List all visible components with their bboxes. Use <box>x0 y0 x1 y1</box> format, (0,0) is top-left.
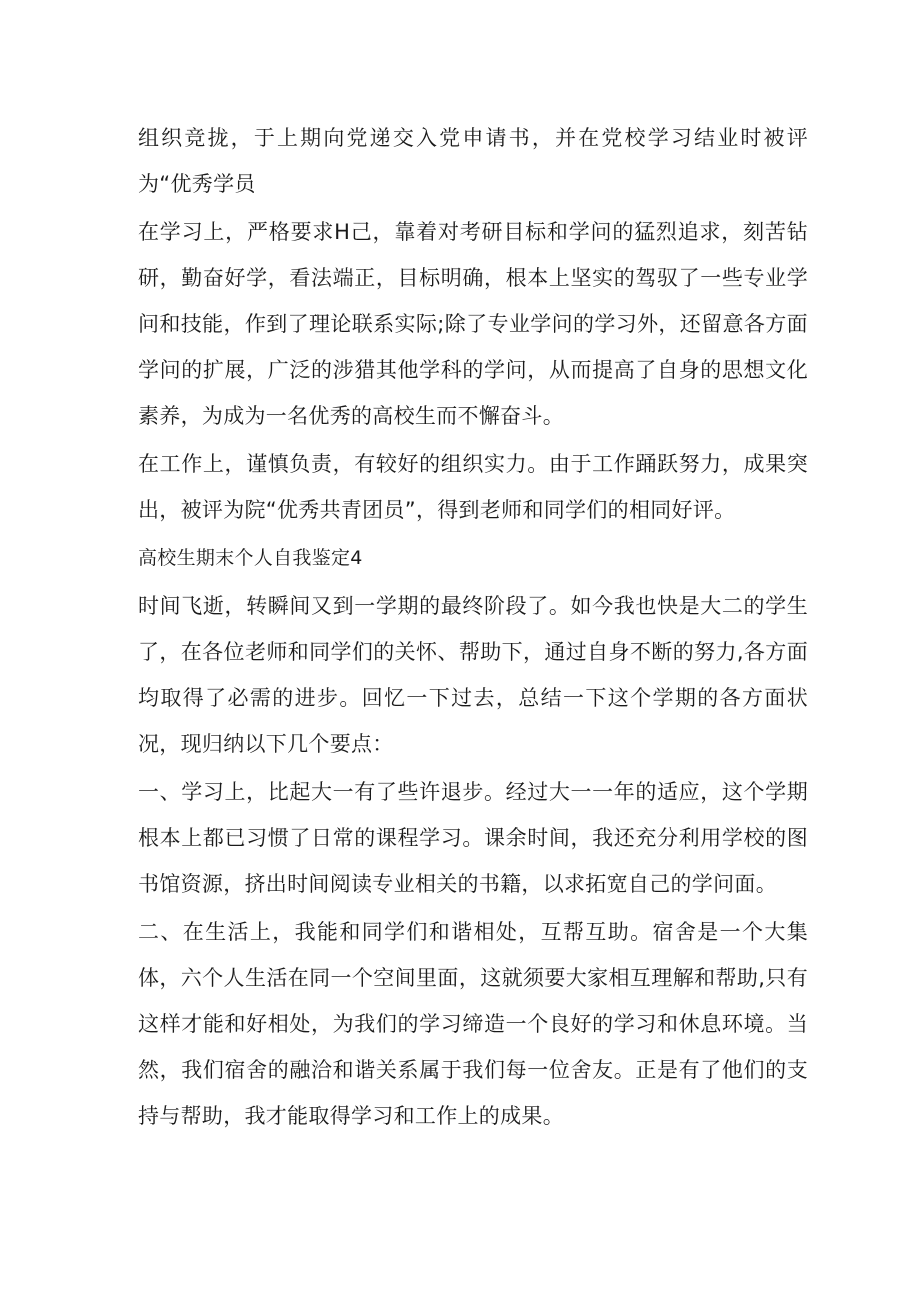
document-body <box>138 115 808 1141</box>
paragraph-intro: 时间飞逝，转瞬间又到一学期的最终阶段了。如今我也快是大二的学生了，在各位老师和同学们的关怀、帮助下，通过自身不断的努力,各方面均取得了必需的进步。回忆一下过去，总结一下这个学期的各方面状况，现归纳以下几个要点： <box>138 594 808 756</box>
paragraph-work: 在工作上，谨慎负责，有较好的组织实力。由于工作踊跃努力，成果突出，被评为院“优秀共青团员”，得到老师和同学们的相同好评。 <box>138 452 808 522</box>
paragraph-study: 在学习上，严格要求H己，靠着对考研目标和学问的猛烈追求，刻苦钻研，勤奋好学，看法端正，目标明确，根本上坚实的驾驭了一些专业学问和技能，作到了理论联系实际;除了专业学问的学习外，还留意各方面学问的扩展，广泛的涉猎其他学科的学问，从而提高了自身的思想文化素养，为成为一名优秀的高校生而不懈奋斗。 <box>138 220 808 428</box>
section-heading: 高校生期末个人自我鉴定4 <box>138 547 363 569</box>
paragraph-party-application: 组织竞拢，于上期向党递交入党申请书，并在党校学习结业时被评为“优秀学员 <box>138 126 808 196</box>
paragraph-point-study: 一、学习上，比起大一有了些许退步。经过大一一年的适应，这个学期根本上都已习惯了日常的课程学习。课余时间，我还充分利用学校的图书馆资源，挤出时间阅读专业相关的书籍，以求拓宽自己的学问面。 <box>138 780 808 896</box>
paragraph-point-life: 二、在生活上，我能和同学们和谐相处，互帮互助。宿舍是一个大集体，六个人生活在同一个空间里面，这就须要大家相互理解和帮助,只有这样才能和好相处，为我们的学习缔造一个良好的学习和休息环境。当然，我们宿舍的融洽和谐关系属于我们每一位舍友。正是有了他们的支持与帮助，我才能取得学习和工作上的成果。 <box>138 920 808 1128</box>
